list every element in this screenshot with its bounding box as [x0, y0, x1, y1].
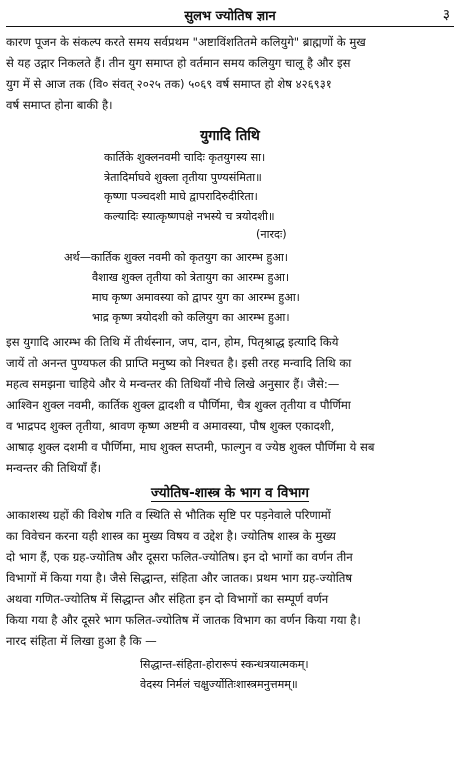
- verse-line: कृष्णा पञ्चदशी माघे द्वापरादिरुदीरिता।: [104, 190, 258, 203]
- section-heading-jyotish-parts: [6, 482, 454, 504]
- text-line: किया गया है और दूसरे भाग फलित-ज्योतिष में जातक विभाग का वर्णन किया गया है।: [6, 613, 361, 627]
- text-line: का विवेचन करना यही शास्त्र का मुख्य विषय व उद्देश है। ज्योतिष शास्त्र के मुख्य: [6, 529, 336, 543]
- text-line: नारद संहिता में लिखा हुआ है कि —: [6, 634, 157, 648]
- meaning-line: वैशाख शुक्ल तृतीया को त्रेतायुग का आरम्भ हुआ।: [92, 271, 290, 284]
- closing-verse: [6, 655, 454, 695]
- section-heading-text: ज्योतिष-शास्त्र के भाग व विभाग: [151, 485, 309, 501]
- text-line: आषाढ़ शुक्ल दशमी व पौर्णिमा, माघ शुक्ल सप्तमी, फाल्गुन व ज्येष्ठ शुक्ल पौर्णिमा ये सब: [6, 440, 375, 454]
- text-line: मन्वन्तर की तिथियाँ हैं।: [6, 461, 102, 475]
- verse-line: कल्यादिः स्यात्कृष्णपक्षे नभस्ये च त्रयोदशी॥: [104, 209, 275, 223]
- text-line: अथवा गणित-ज्योतिष में सिद्धान्त और संहिता इन दो विभागों का सम्पूर्ण वर्णन: [6, 592, 329, 606]
- text-line: महत्व समझना चाहिये और ये मन्वन्तर की तिथियाँ नीचे लिखे अनुसार हैं। जैसे:—: [6, 377, 340, 391]
- text-line: आकाशस्थ ग्रहों की विशेष गति व स्थिति से भौतिक सृष्टि पर पड़नेवाले परिणामों: [6, 508, 331, 522]
- text-line: दो भाग हैं, एक ग्रह-ज्योतिष और दूसरा फलित-ज्योतिष। इन दो भागों का वर्णन तीन: [6, 550, 353, 564]
- text-line: से यह उद्गार निकलते हैं। तीन युग समाप्त हो वर्तमान समय कलियुग चालू है और इस: [6, 56, 351, 70]
- text-line: कारण पूजन के संकल्प करते समय सर्वप्रथम "अष्टाविंशतितमे कलियुगे" ब्राह्मणों के मुख: [6, 35, 366, 49]
- text-line: इस युगादि आरम्भ की तिथि में तीर्थस्नान, जप, दान, होम, पितृश्राद्ध इत्यादि किये: [6, 335, 339, 349]
- sanskrit-verse: [6, 148, 454, 244]
- verse-meaning: [6, 248, 454, 328]
- text-line: जायें तो अनन्त पुण्यफल की प्राप्ति मनुष्य को निश्चत है। इसी तरह मन्वादि तिथि का: [6, 356, 352, 370]
- verse-line: सिद्धान्त-संहिता-होरारूपं स्कन्धत्रयात्मकम्।: [140, 658, 309, 671]
- meaning-line: अर्थ—कार्तिक शुक्ल नवमी को कृतयुग का आरम्भ हुआ।: [64, 251, 289, 264]
- text-line: आश्विन शुक्ल नवमी, कार्तिक शुक्ल द्वादशी व पौर्णिमा, चैत्र शुक्ल तृतीया व पौर्णिमा: [6, 398, 351, 412]
- intro-paragraph: [6, 32, 454, 116]
- verse-line: त्रेतादिर्माघवे शुक्ला तृतीया पुण्यसंमिता॥: [104, 170, 262, 184]
- text-line: व भाद्रपद शुक्ल तृतीया, श्रावण कृष्ण अष्टमी व अमावस्या, पौष शुक्ल एकादशी,: [6, 419, 335, 433]
- verse-source: (नारदः): [256, 228, 287, 241]
- manvantara-paragraph: [6, 332, 454, 479]
- text-line: विभागों में किया गया है। जैसे सिद्धान्त, संहिता और जातक। प्रथम भाग ग्रह-ज्योतिष: [6, 571, 353, 585]
- verse-line: कार्तिके शुक्लनवमी चादिः कृतयुगस्य सा।: [104, 151, 266, 164]
- running-header: [6, 4, 454, 27]
- text-line: युग में से आज तक (वि० संवत् २०२५ तक) ५०६९ वर्ष समाप्त हो शेष ४२६९३१: [6, 77, 332, 91]
- verse-line: वेदस्य निर्मलं चक्षुर्ज्योतिःशास्त्रमनुत्तमम्॥: [140, 678, 298, 691]
- running-title: सुलभ ज्योतिष ज्ञान: [184, 9, 276, 24]
- meaning-line: माघ कृष्ण अमावस्या को द्वापर युग का आरम्भ हुआ।: [92, 291, 300, 304]
- jyotish-paragraph: [6, 505, 454, 652]
- page-number: ३: [442, 7, 450, 23]
- section-heading-yugadi-tithi: युगादि तिथि: [200, 128, 260, 144]
- meaning-line: भाद्र कृष्ण त्रयोदशी को कलियुग का आरम्भ हुआ।: [92, 311, 290, 324]
- text-line: वर्ष समाप्त होना बाकी है।: [6, 98, 113, 112]
